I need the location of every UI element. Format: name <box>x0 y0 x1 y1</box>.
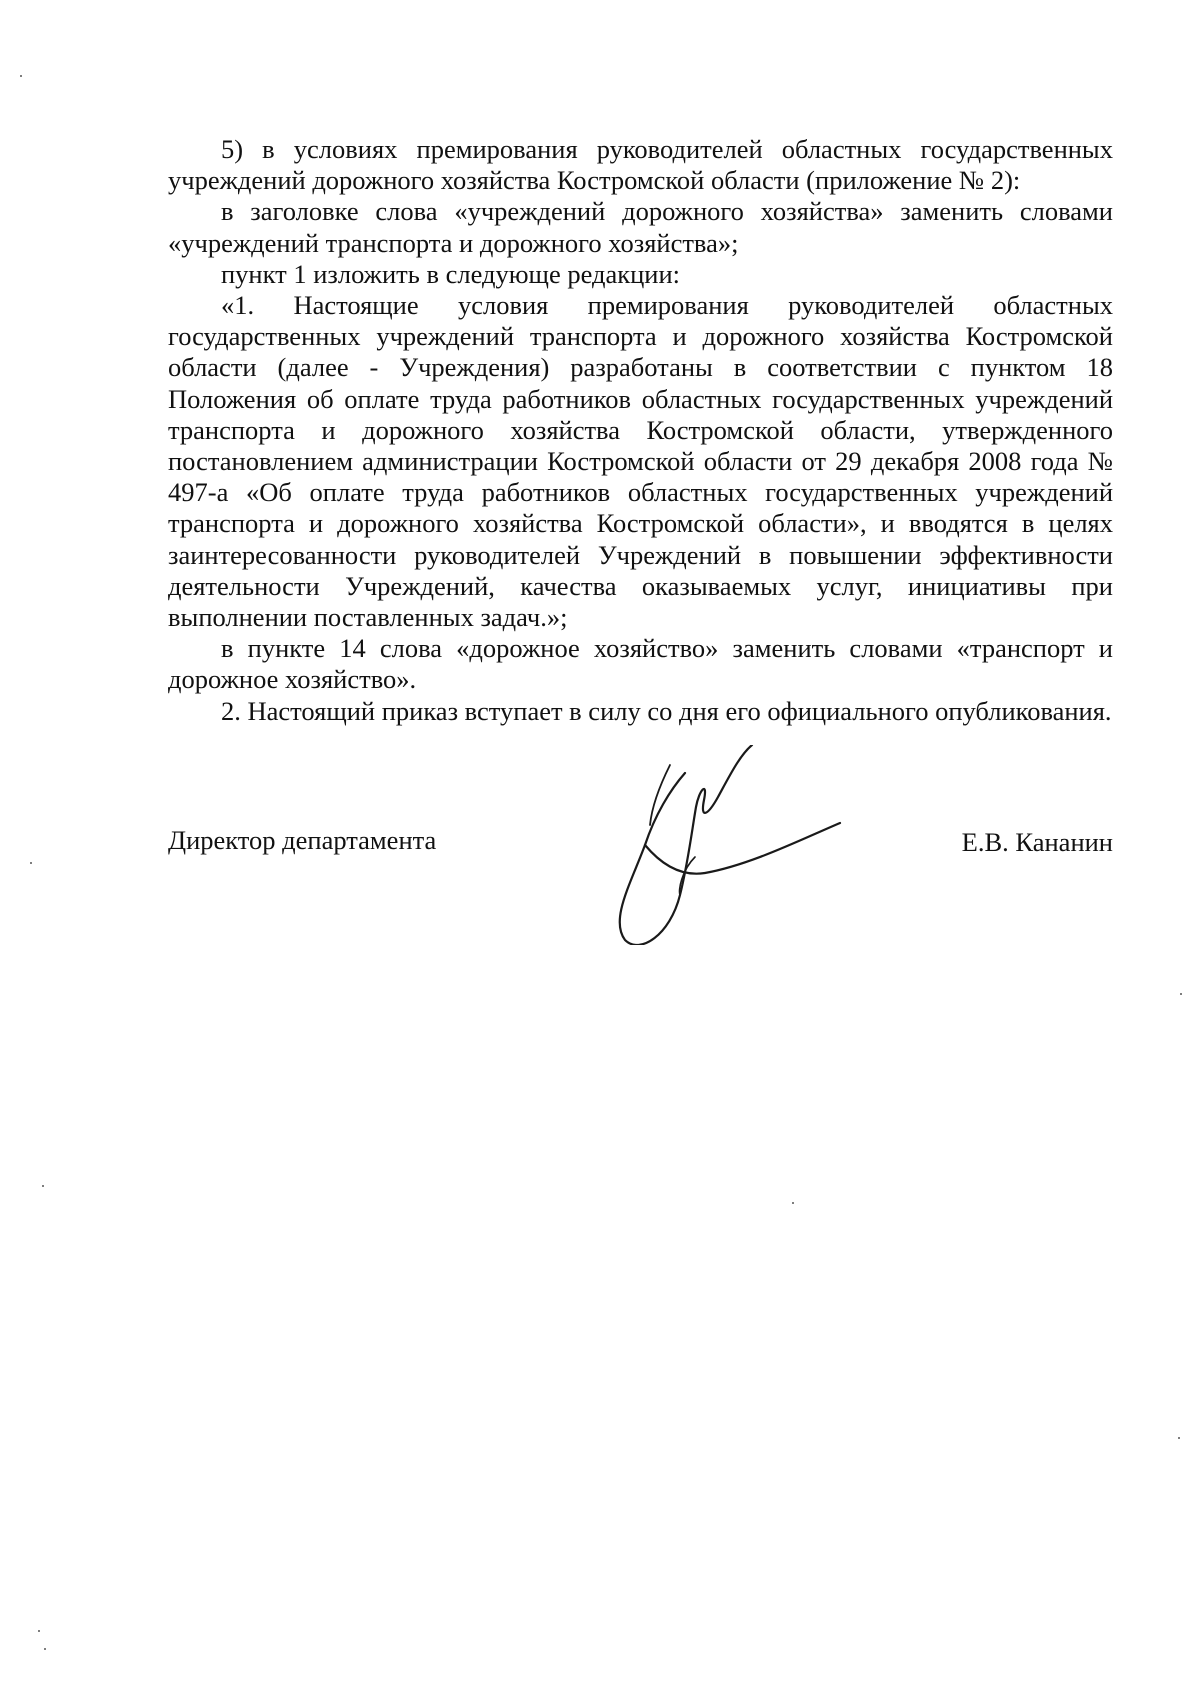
scan-speck <box>1180 993 1182 995</box>
scan-speck <box>20 75 22 77</box>
scan-speck <box>792 1202 794 1204</box>
paragraph-point-1-text: «1. Настоящие условия премирования руководителей областных государственных учреждений транспорта и дорожного хозяйства Костромской области (далее - Учреждения) разработаны в соответствии с пунктом 18 Положения об оплате труда работников областных государственных учреждений транспорта и дорожного хозяйства Костромской области, утвержденного постановлением администрации Костромской области от 29 декабря 2008 года № 497-а «Об оплате труда работников областных государственных учреждений транспорта и дорожного хозяйства Костромской области», и вводятся в целях заинтересованности руководителей Учреждений в повышении эффективности деятельности Учреждений, качества оказываемых услуг, инициативы при выполнении поставленных задач.»; <box>168 290 1113 633</box>
handwritten-signature <box>600 745 860 945</box>
scan-speck <box>1178 1437 1180 1439</box>
paragraph-title-change: в заголовке слова «учреждений дорожного хозяйства» заменить словами «учреждений транспорта и дорожного хозяйства»; <box>168 196 1113 258</box>
scan-speck <box>42 1185 44 1187</box>
signatory-title: Директор департамента <box>168 825 437 855</box>
document-body <box>168 134 1113 727</box>
signatory-name: Е.В. Кананин <box>961 827 1113 857</box>
paragraph-point-14: в пункте 14 слова «дорожное хозяйство» заменить словами «транспорт и дорожное хозяйство». <box>168 633 1113 695</box>
scan-speck <box>30 862 32 864</box>
scan-speck <box>44 1648 46 1650</box>
paragraph-point-1-intro: пункт 1 изложить в следующе редакции: <box>221 258 681 289</box>
paragraph-5: 5) в условиях премирования руководителей областных государственных учреждений дорожного хозяйства Костромской области (приложение № 2): <box>168 134 1113 196</box>
paragraph-effective-date: 2. Настоящий приказ вступает в силу со дня его официального опубликования. <box>221 695 1112 726</box>
scan-speck <box>38 1630 40 1632</box>
